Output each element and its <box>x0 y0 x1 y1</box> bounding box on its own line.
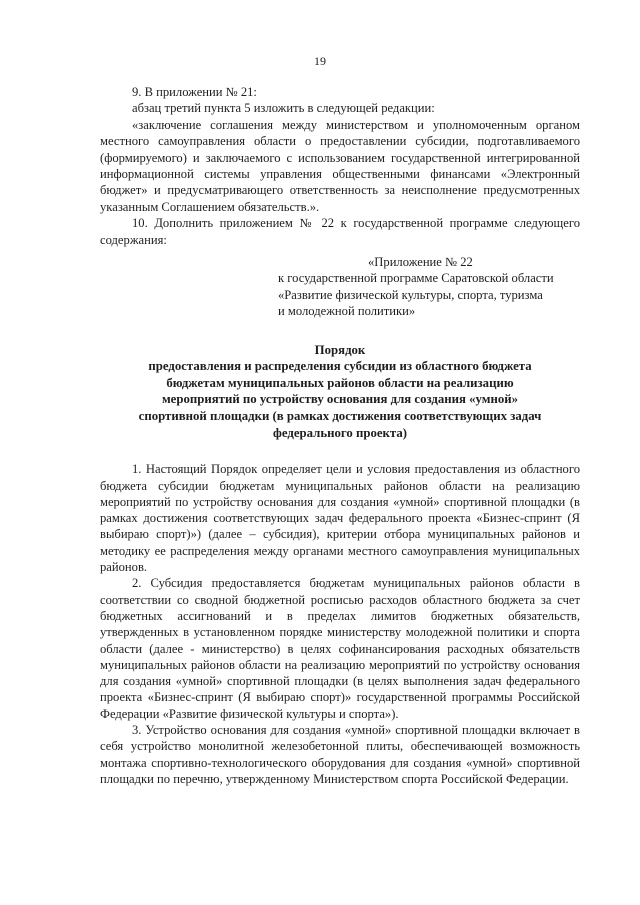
appendix-title: «Приложение № 22 <box>368 255 473 270</box>
procedure-sections <box>100 461 580 787</box>
amendment-item-9-subclause: абзац третий пункта 5 изложить в следующей редакции: <box>132 101 435 116</box>
amendment-item-9-heading: 9. В приложении № 21: <box>132 85 257 99</box>
procedure-subtitle-line: предоставления и распределения субсидии из областного бюджета <box>148 359 532 374</box>
procedure-title: Порядок <box>314 342 366 357</box>
appendix-line: к государственной программе Саратовской области <box>278 271 554 286</box>
section-paragraph-1: 1. Настоящий Порядок определяет цели и условия предоставления из областного бюджета субсидии бюджетам муниципальных районов области на реализацию мероприятий по устройству основания для создания «умной» спортивной площадки (в рамках достижения соответствующих задач федерального проекта «Бизнес-спринт (Я выбираю спорт)») (далее – субсидия), критерии отбора муниципальных районов и методику ее распределения между органами местного самоуправления муниципальных районов. <box>100 462 580 575</box>
amendment-item-9-quote: «заключение соглашения между министерством и уполномоченным органом местного самоуправления области о предоставлении субсидии, подготавливаемого (формируемого) и заключаемого с использованием государственной интегрированной информационной системы управления общественными финансами «Электронный бюджет» и предусматривающего ответственность за неисполнение предусмотренных указанным Соглашением обязательств.». <box>100 117 580 214</box>
procedure-subtitle-line: мероприятий по устройству основания для создания «умной» <box>161 392 519 407</box>
procedure-subtitle-line: федерального проекта) <box>273 425 407 440</box>
procedure-heading <box>100 342 580 442</box>
appendix-header <box>278 254 580 320</box>
amendment-item-10: 10. Дополнить приложением № 22 к государственной программе следующего содержания: <box>100 216 580 247</box>
appendix-line: и молодежной политики» <box>278 304 416 319</box>
appendix-line: «Развитие физической культуры, спорта, туризма <box>278 287 543 302</box>
document-body <box>100 84 580 787</box>
procedure-subtitle-line: спортивной площадки (в рамках достижения соответствующих задач <box>138 409 542 424</box>
section-paragraph-3: 3. Устройство основания для создания «умной» спортивной площадки включает в себя устройство монолитной железобетонной плиты, обеспечивающей возможность монтажа спортивно-технологического оборудования для создания «умной» спортивной площадки по перечню, утвержденному Министерством спорта Российской Федерации. <box>100 723 580 786</box>
section-paragraph-2: 2. Субсидия предоставляется бюджетам муниципальных районов области в соответствии со сводной бюджетной росписью расходов областного бюджета за счет бюджетных ассигнований и в пределах лимитов бюджетных обязательств, утвержденных в установленном порядке министерству молодежной политики и спорта области (далее - министерство) в целях софинансирования расходных обязательств муниципальных районов области на реализацию мероприятий по устройству основания для создания «умной» спортивной площадки (в целях выполнения задач федерального проекта «Бизнес-спринт (Я выбираю спорт)» государственной программы Российской Федерации «Развитие физической культуры и спорта»). <box>100 576 580 721</box>
page-number: 19 <box>314 54 326 68</box>
procedure-subtitle-line: бюджетам муниципальных районов области на реализацию <box>166 375 514 390</box>
